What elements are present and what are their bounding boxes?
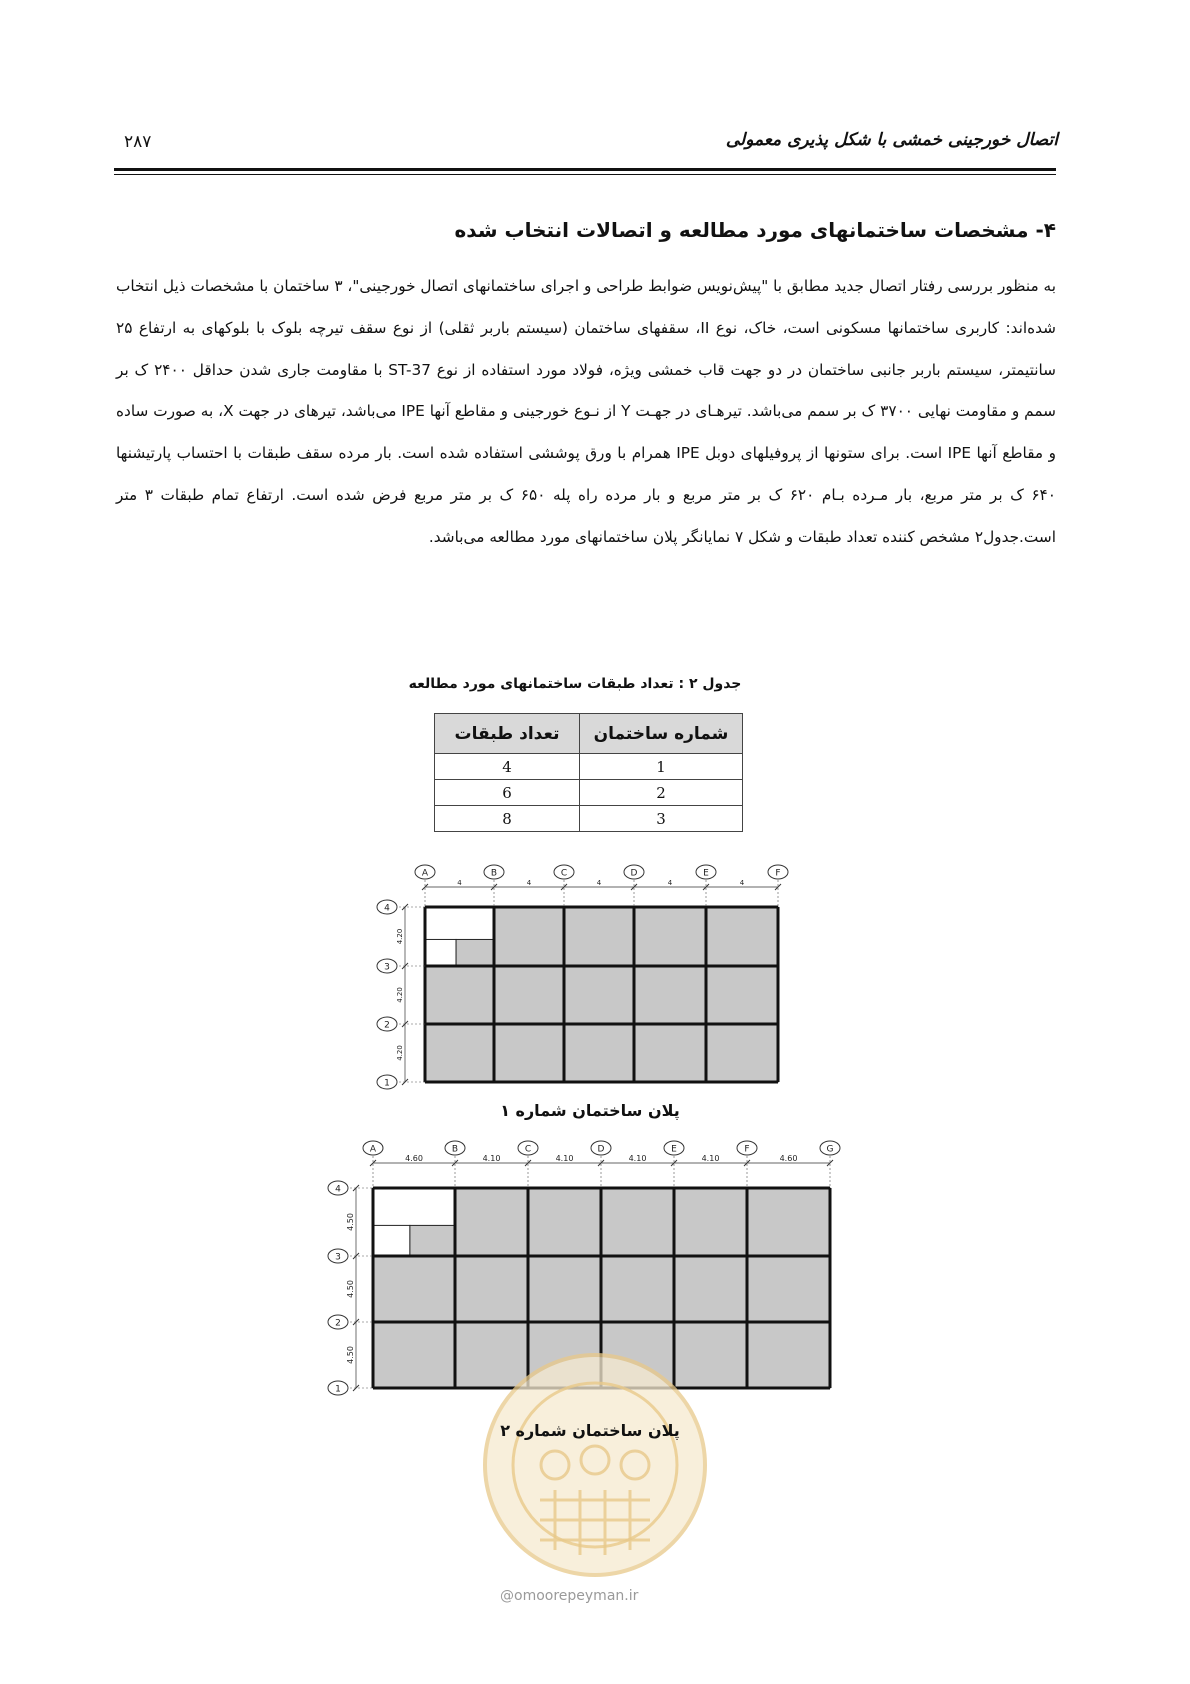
grid-label: 1 (384, 1078, 390, 1089)
floor-bay (564, 966, 634, 1024)
grid-label: F (775, 868, 781, 879)
grid-label: 1 (335, 1384, 341, 1395)
grid-label: B (451, 1144, 459, 1155)
grid-label: C (524, 1144, 532, 1155)
table-row (435, 754, 743, 780)
grid-label: A (369, 1144, 377, 1155)
grid-label: D (597, 1144, 605, 1155)
floor-bay (528, 1256, 601, 1322)
grid-label: A (421, 868, 429, 879)
dimension-label: 4 (596, 879, 602, 887)
floor-bay (425, 966, 494, 1024)
grid-label: 2 (384, 1020, 390, 1031)
table-row (435, 780, 743, 806)
table-row (435, 806, 743, 832)
dimension-label: 4.20 (396, 1045, 404, 1061)
floor-bay (528, 1188, 601, 1256)
floor-bay (634, 907, 706, 966)
header-rule-thick (114, 168, 1056, 171)
floor-bay (747, 1188, 830, 1256)
paragraph-text: به منظور بررسی رفتار اتصال جدید مطابق با "پیش‌نویس ضوابط طراحی و اجرای ساختمانهای اتصال خورجینی"، ۳ ساختمان با مشخصات ذیل انتخاب شده‌اند: کاربری ساختمانها مسکونی است، خاک، نوع II، سقفهای ساختمان (سیستم باربر ثقلی) از نوع سقف تیرچه بلوک با بلوکهای به ارتفاع ۲۵ سانتیمتر، سیستم باربر جانبی ساختمان در دو جهت قاب خمشی ویژه، فولاد مورد استفاده از نوع ST-37 با مقاومت جاری شدن حداقل ۲۴۰۰ ک بر سمم و مقاومت نهایی ۳۷۰۰ ک بر سمم می‌باشد. تیرهـای در جهـت Y از نـوع خورجینی و مقاطع آنها IPE می‌باشد، تیرهای در جهت X، به صورت ساده و مقاطع آنها IPE است. برای ستونها از پروفیلهای دوبل IPE همرام با ورق پوششی استفاده شده است. بار مرده سقف طبقات با احتساب پارتیشنها ۶۴۰ ک بر متر مربع، بار مـرده بـام ۶۲۰ ک بر متر مربع و بار مرده راه پله ۶۵۰ ک بر متر مربع فرض شده است. ارتفاع تمام طبقات ۳ متر است.جدول۲ مشخص کننده تعداد طبقات و شکل ۷ نمایانگر پلان ساختمانهای مورد مطالعه می‌باشد. (116, 277, 1056, 546)
floor-bay (494, 1024, 564, 1082)
stair-flight (456, 939, 494, 966)
cell-floors: 8 (435, 806, 580, 832)
running-title: اتصال خورجینی خمشی با شکل پذیری معمولی (725, 130, 1058, 150)
grid-label: E (671, 1144, 677, 1155)
floor-bay (634, 1024, 706, 1082)
dimension-label: 4.10 (628, 1154, 647, 1163)
floors-table (434, 713, 743, 832)
dimension-label: 4.10 (555, 1154, 574, 1163)
floor-bay (455, 1188, 528, 1256)
dimension-label: 4.50 (346, 1346, 355, 1364)
floor-bay (373, 1322, 455, 1388)
floor-bay (564, 1024, 634, 1082)
watermark-url: @omoorepeyman.ir (500, 1588, 639, 1604)
dimension-label: 4 (739, 879, 745, 887)
grid-label: D (630, 868, 638, 879)
dimension-label: 4.20 (396, 987, 404, 1003)
floor-bay (373, 1256, 455, 1322)
floor-bay (674, 1188, 747, 1256)
plan-2-caption: پلان ساختمان شماره ۲ (500, 1421, 680, 1440)
watermark-seal (480, 1350, 710, 1580)
section-heading: ۴- مشخصات ساختمانهای مورد مطالعه و اتصالات انتخاب شده (454, 218, 1056, 242)
stair-landing (425, 939, 456, 966)
floor-bay (706, 1024, 778, 1082)
dimension-label: 4 (457, 879, 462, 887)
dimension-label: 4.10 (482, 1154, 501, 1163)
table-header-row (435, 714, 743, 754)
cell-floors: 6 (435, 780, 580, 806)
floor-bay (601, 1188, 674, 1256)
floor-bay (494, 966, 564, 1024)
dimension-label: 4.20 (396, 928, 404, 945)
floor-bay (425, 1024, 494, 1082)
grid-label: 4 (384, 903, 390, 914)
grid-label: 3 (335, 1252, 341, 1263)
dimension-label: 4.60 (779, 1154, 798, 1163)
floor-bay (747, 1256, 830, 1322)
floor-bay (494, 907, 564, 966)
grid-label: C (560, 868, 568, 879)
dimension-label: 4 (526, 879, 532, 887)
floor-bay (706, 907, 778, 966)
dimension-label: 4.60 (405, 1154, 423, 1163)
dimension-label: 4.50 (346, 1280, 355, 1298)
grid-label: 4 (335, 1184, 341, 1195)
dimension-label: 4.10 (701, 1154, 720, 1163)
header-rule-thin (114, 174, 1056, 175)
grid-label: 2 (335, 1318, 341, 1329)
plan-1-drawing (360, 862, 800, 1092)
grid-label: B (490, 868, 498, 879)
floor-bay (747, 1322, 830, 1388)
floor-bay (706, 966, 778, 1024)
page-number: ۲۸۷ (124, 132, 152, 152)
floor-bay (601, 1256, 674, 1322)
header-floor-count: تعداد طبقات (435, 714, 580, 754)
dimension-label: 4 (667, 879, 673, 887)
floor-bay (455, 1256, 528, 1322)
floor-bay (674, 1256, 747, 1322)
floor-bay (564, 907, 634, 966)
dimension-label: 4.50 (346, 1213, 355, 1231)
header-building-number: شماره ساختمان (580, 714, 743, 754)
table-caption: جدول ۲ : تعداد طبقات ساختمانهای مورد مطالعه (408, 676, 742, 692)
grid-label: G (826, 1144, 834, 1155)
body-paragraph (116, 266, 1056, 559)
stair-landing (373, 1225, 410, 1256)
grid-label: E (703, 868, 709, 879)
grid-label: 3 (384, 962, 390, 973)
cell-building: 1 (580, 754, 743, 780)
plan-1-caption: پلان ساختمان شماره ۱ (500, 1101, 680, 1120)
cell-floors: 4 (435, 754, 580, 780)
grid-label: F (744, 1144, 750, 1155)
cell-building: 2 (580, 780, 743, 806)
stair-flight (410, 1225, 455, 1256)
cell-building: 3 (580, 806, 743, 832)
floor-bay (634, 966, 706, 1024)
